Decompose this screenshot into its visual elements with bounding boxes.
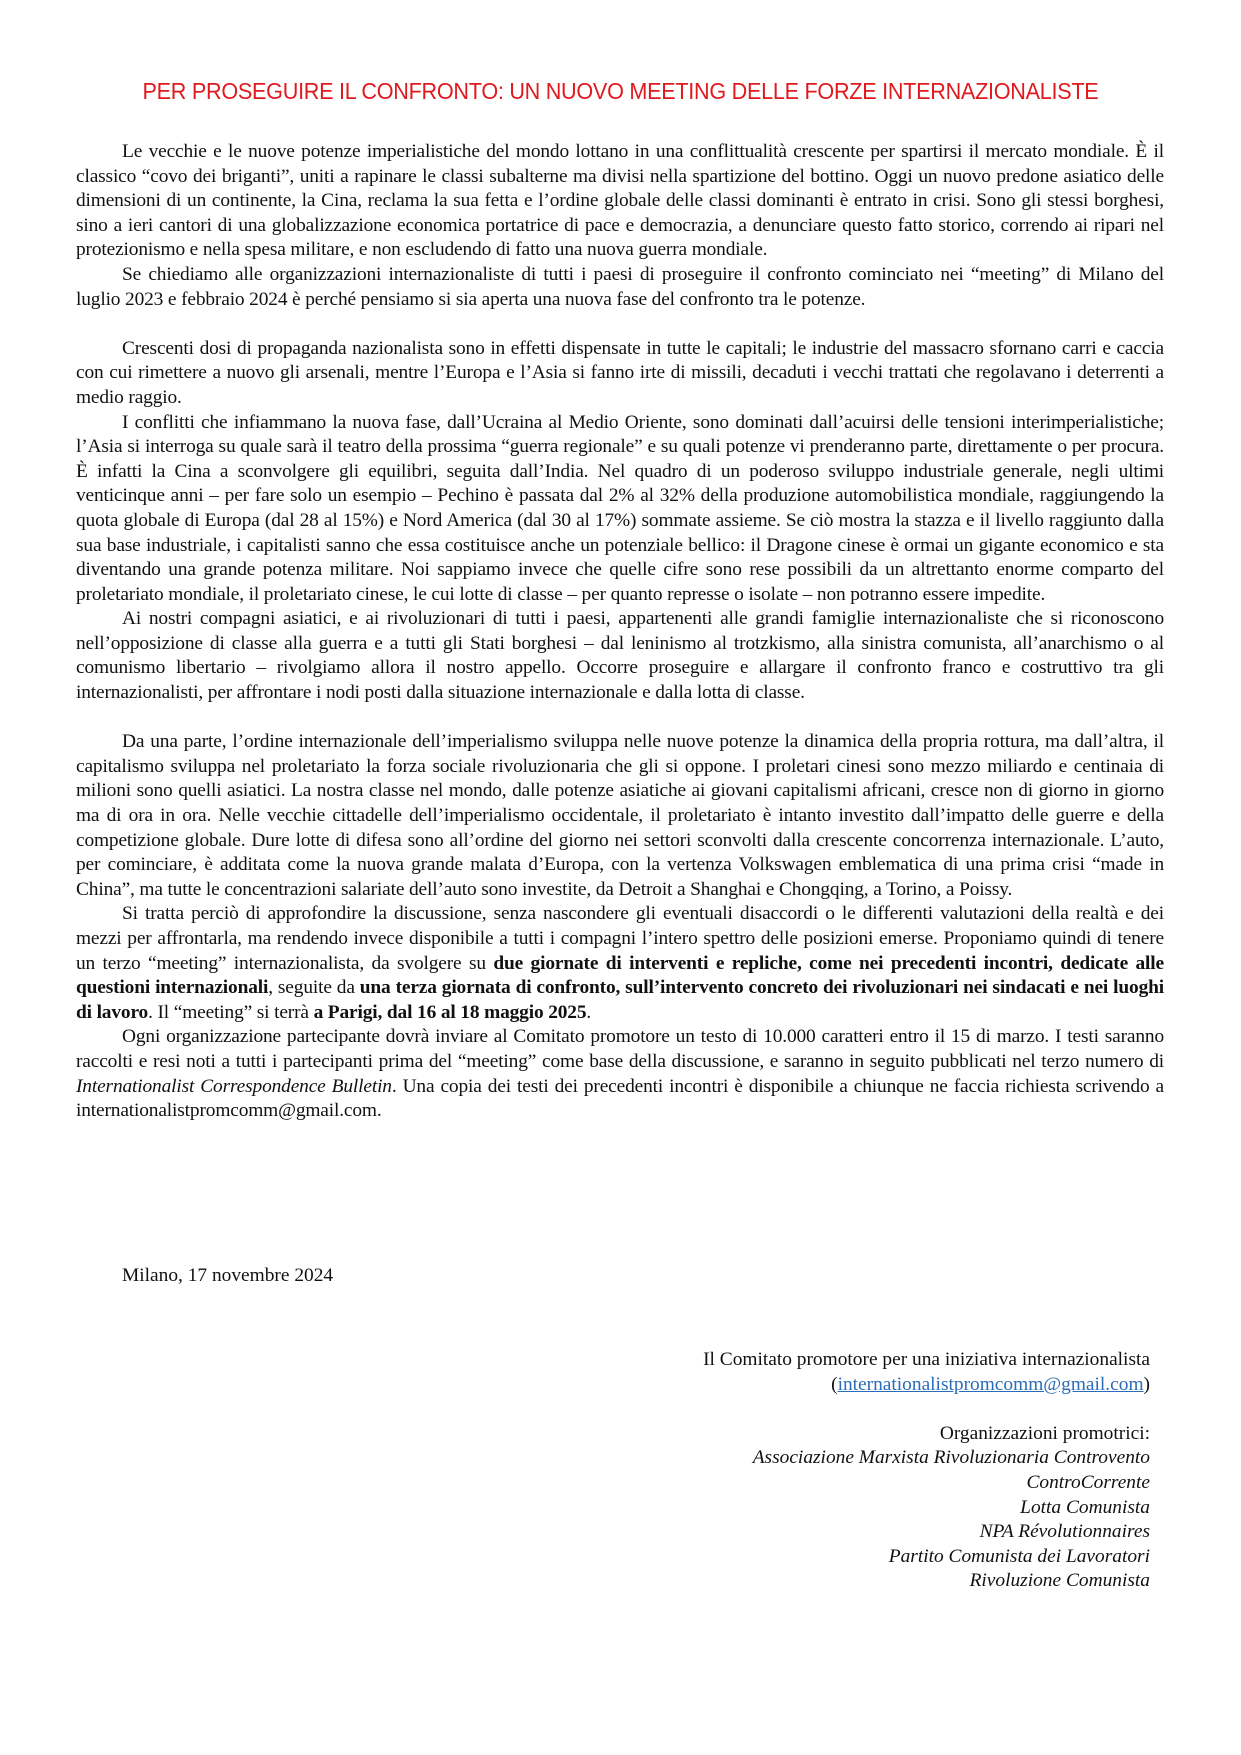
text-run: . xyxy=(586,1001,592,1023)
date-line: Milano, 17 novembre 2024 xyxy=(122,1265,334,1286)
bold-run-place-date: a Parigi, dal 16 al 18 maggio 2025 xyxy=(313,1001,587,1023)
text-run: , seguite da xyxy=(268,977,360,999)
text-run: Si tratta perciò di approfondire la discussione, senza nascondere gli eventuali disaccordi o le differenti valutazioni della realtà e dei mezzi per affrontarla, ma rendendo invece disponibile a tutti i compagni l’intero spettro delle posizioni emerse. Proponiamo quindi di tenere un terzo “meeting” internazionalista, da svolgere su xyxy=(76,903,1164,974)
org-item: Associazione Marxista Rivoluzionaria Controvento xyxy=(752,1447,1150,1469)
bold-run-two-days: due giornate di interventi e repliche, come nei precedenti incontri, dedicate alle questioni internazionali xyxy=(76,952,1164,999)
paragraph-submission xyxy=(76,1025,1164,1123)
document-title: PER PROSEGUIRE IL CONFRONTO: UN NUOVO MEETING DELLE FORZE INTERNAZIONALISTE xyxy=(142,78,1099,104)
paragraph: Le vecchie e le nuove potenze imperialistiche del mondo lottano in una conflittualità crescente per spartirsi il mercato mondiale. È il classico “covo dei briganti”, uniti a rapinare le classi subalterne ma divisi nella spartizione del bottino. Oggi un nuovo predone asiatico delle dimensioni di un continente, la Cina, reclama la sua fetta e l’ordine globale delle classi dominanti è entrato in crisi. Sono gli stessi borghesi, sino a ieri cantori di una globalizzazione economica portatrice di pace e democrazia, a denunciare questo fatto storico, correndo ai ripari nel protezionismo e nella spesa militare, e non escludendo di fatto una nuova guerra mondiale. xyxy=(76,141,1164,261)
bold-run-third-day: una terza giornata di confronto, sull’intervento concreto dei rivoluzionari nei sindacati e nei luoghi di lavoro xyxy=(76,977,1164,1023)
committee-email-line xyxy=(450,1373,1150,1398)
org-item: NPA Révolutionnaires xyxy=(979,1521,1150,1543)
paragraph: I conflitti che infiammano la nuova fase, dall’Ucraina al Medio Oriente, sono dominati dall’acuirsi delle tensioni interimperialistiche; l’Asia si interroga su quale sarà il teatro della prossima “guerra regionale” e su quali potenze vi prenderanno parte, direttamente o per procura. È infatti la Cina a sconvolgere gli equilibri, seguita dall’India. Nel quadro di un poderoso sviluppo industriale generale, negli ultimi venticinque anni – per fare solo un esempio – Pechino è passata dal 2% al 32% della produzione automobilistica mondiale, raggiungendo la quota globale di Europa (dal 28 al 15%) e Nord America (dal 30 al 17%) sommate assieme. Se ciò mostra la stazza e il livello raggiunto dalla sua base industriale, i capitalisti sanno che essa costituisce anche un potenziale bellico: il Dragone cinese è ormai un gigante economico e sta diventando una grande potenza militare. Noi sappiamo invece che quelle cifre sono rese possibili da un altrettanto enorme comparto del proletariato mondiale, il proletariato cinese, le cui lotte di classe – per quanto represse o isolate – non potranno essere impedite. xyxy=(76,411,1164,605)
paragraph: Da una parte, l’ordine internazionale dell’imperialismo sviluppa nelle nuove potenze la dinamica della propria rottura, ma dall’altra, il capitalismo sviluppa nel proletariato la forza sociale rivoluzionaria che gli si oppone. I proletari cinesi sono mezzo miliardo e centinaia di milioni sono quelli asiatici. La nostra classe nel mondo, dalle potenze asiatiche ai giovani capitalismi africani, cresce non di giorno in giorno ma di ora in ora. Nelle vecchie cittadelle dell’imperialismo occidentale, il proletariato è intanto investito dall’impatto delle guerre e della competizione globale. Dure lotte di difesa sono all’ordine del giorno nei settori sconvolti dalla crescente concorrenza internazionale. L’auto, per cominciare, è additata come la nuova grande malata d’Europa, con la vertenza Volkswagen emblematica di una prima crisi “made in China”, ma tutte le concentrazioni salariate dell’auto sono investite, da Detroit a Shanghai e Chongqing, a Torino, a Poissy. xyxy=(76,731,1164,900)
paren-open: ( xyxy=(831,1373,838,1395)
paragraph-meeting-proposal xyxy=(76,902,1164,1025)
org-item: Lotta Comunista xyxy=(1020,1496,1150,1518)
paren-close: ) xyxy=(1143,1373,1150,1395)
paragraph: Crescenti dosi di propaganda nazionalista sono in effetti dispensate in tutte le capitali; le industrie del massacro sfornano carri e caccia con cui rimettere a nuovo gli arsenali, mentre l’Europa e l’Asia si fanno irte di missili, decaduti i vecchi trattati che regolavano i deterrenti a medio raggio. xyxy=(76,337,1164,408)
text-run: . Il “meeting” si terrà xyxy=(148,1001,314,1023)
paragraph: Ai nostri compagni asiatici, e ai rivoluzionari di tutti i paesi, appartenenti alle grandi famiglie internazionaliste che si riconoscono nell’opposizione di classe alla guerra e a tutti gli Stati borghesi – dal leninismo al trotzkismo, alla sinistra comunista, all’anarchismo o al comunismo libertario – rivolgiamo allora il nostro appello. Occorre proseguire e allargare il confronto franco e costruttivo tra gli internazionalisti, per affrontare i nodi posti dalla situazione internazionale e dalla lotta di classe. xyxy=(76,608,1164,704)
bulletin-title: Internationalist Correspondence Bulletin xyxy=(76,1075,392,1097)
org-item: ControCorrente xyxy=(1026,1471,1150,1493)
text-run: Ogni organizzazione partecipante dovrà inviare al Comitato promotore un testo di 10.000 caratteri entro il 15 di marzo. I testi saranno raccolti e resi noti a tutti i partecipanti prima del “meeting” come base della discussione, e saranno in seguito pubblicati nel terzo numero di xyxy=(76,1026,1164,1072)
org-item: Rivoluzione Comunista xyxy=(969,1570,1150,1592)
document-body xyxy=(76,140,1164,1124)
email-link[interactable]: internationalistpromcomm@gmail.com xyxy=(837,1373,1144,1395)
signature-block xyxy=(450,1348,1150,1594)
paragraph: Se chiediamo alle organizzazioni internazionaliste di tutti i paesi di proseguire il confronto cominciato nei “meeting” di Milano del luglio 2023 e febbraio 2024 è perché pensiamo si sia aperta una nuova fase del confronto tra le potenze. xyxy=(76,263,1164,310)
orgs-heading: Organizzazioni promotrici: xyxy=(939,1422,1150,1444)
text-run: . Una copia dei testi dei precedenti incontri è disponibile a chiunque ne faccia richiesta scrivendo a internationalistpromcomm@gmail.com. xyxy=(76,1075,1164,1122)
committee-name: Il Comitato promotore per una iniziativa internazionalista xyxy=(703,1349,1150,1370)
org-item: Partito Comunista dei Lavoratori xyxy=(888,1545,1150,1567)
